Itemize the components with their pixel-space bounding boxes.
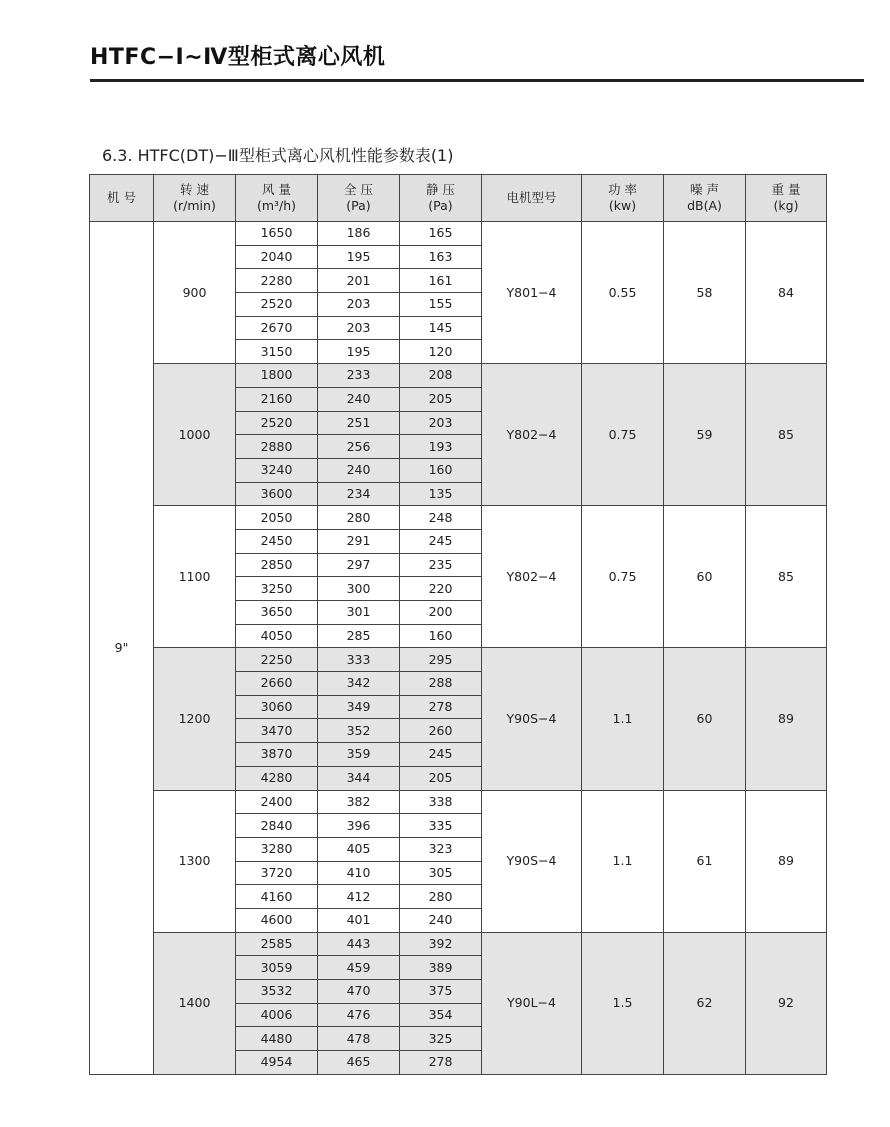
speed-cell: 1300: [154, 790, 236, 932]
static-pressure-cell: 335: [400, 814, 482, 838]
total-pressure-cell: 410: [318, 861, 400, 885]
table-row: [90, 932, 827, 956]
total-pressure-cell: 359: [318, 743, 400, 767]
total-pressure-cell: 344: [318, 766, 400, 790]
total-pressure-cell: 291: [318, 529, 400, 553]
static-pressure-cell: 208: [400, 364, 482, 388]
airflow-cell: 2160: [236, 387, 318, 411]
static-pressure-cell: 161: [400, 269, 482, 293]
static-pressure-cell: 305: [400, 861, 482, 885]
noise-cell: 58: [664, 222, 746, 364]
static-pressure-cell: 145: [400, 316, 482, 340]
airflow-cell: 3060: [236, 695, 318, 719]
static-pressure-cell: 392: [400, 932, 482, 956]
total-pressure-cell: 186: [318, 222, 400, 246]
static-pressure-cell: 295: [400, 648, 482, 672]
table-header-row: [90, 175, 827, 222]
noise-cell: 60: [664, 506, 746, 648]
total-pressure-cell: 405: [318, 837, 400, 861]
weight-cell: 85: [746, 364, 827, 506]
motor-model-cell: Y801−4: [482, 222, 582, 364]
static-pressure-cell: 354: [400, 1003, 482, 1027]
speed-cell: 1200: [154, 648, 236, 790]
col-noise: 噪 声 dB(A): [664, 175, 746, 222]
col-airflow: 风 量 (m³/h): [236, 175, 318, 222]
static-pressure-cell: 248: [400, 506, 482, 530]
header-rule: [90, 79, 864, 82]
airflow-cell: 4050: [236, 624, 318, 648]
static-pressure-cell: 245: [400, 743, 482, 767]
power-cell: 0.75: [582, 364, 664, 506]
weight-cell: 85: [746, 506, 827, 648]
static-pressure-cell: 338: [400, 790, 482, 814]
static-pressure-cell: 200: [400, 601, 482, 625]
col-power: 功 率 (kw): [582, 175, 664, 222]
total-pressure-cell: 240: [318, 458, 400, 482]
speed-cell: 1000: [154, 364, 236, 506]
table-row: [90, 222, 827, 246]
weight-cell: 89: [746, 648, 827, 790]
total-pressure-cell: 349: [318, 695, 400, 719]
table-row: [90, 790, 827, 814]
static-pressure-cell: 205: [400, 387, 482, 411]
noise-cell: 61: [664, 790, 746, 932]
airflow-cell: 2660: [236, 672, 318, 696]
static-pressure-cell: 165: [400, 222, 482, 246]
airflow-cell: 4006: [236, 1003, 318, 1027]
static-pressure-cell: 280: [400, 885, 482, 909]
col-static-pressure: 静 压 (Pa): [400, 175, 482, 222]
power-cell: 0.75: [582, 506, 664, 648]
total-pressure-cell: 256: [318, 435, 400, 459]
motor-model-cell: Y90S−4: [482, 790, 582, 932]
static-pressure-cell: 260: [400, 719, 482, 743]
total-pressure-cell: 203: [318, 293, 400, 317]
col-weight: 重 量 (kg): [746, 175, 827, 222]
airflow-cell: 2280: [236, 269, 318, 293]
total-pressure-cell: 301: [318, 601, 400, 625]
airflow-cell: 4160: [236, 885, 318, 909]
motor-model-cell: Y802−4: [482, 506, 582, 648]
motor-model-cell: Y802−4: [482, 364, 582, 506]
airflow-cell: 2520: [236, 293, 318, 317]
total-pressure-cell: 251: [318, 411, 400, 435]
airflow-cell: 2040: [236, 245, 318, 269]
static-pressure-cell: 389: [400, 956, 482, 980]
power-cell: 1.5: [582, 932, 664, 1074]
airflow-cell: 2050: [236, 506, 318, 530]
total-pressure-cell: 285: [318, 624, 400, 648]
static-pressure-cell: 323: [400, 837, 482, 861]
static-pressure-cell: 278: [400, 695, 482, 719]
total-pressure-cell: 195: [318, 245, 400, 269]
page-header-title: HTFC−Ⅰ~Ⅳ型柜式离心风机: [90, 45, 386, 70]
static-pressure-cell: 288: [400, 672, 482, 696]
static-pressure-cell: 160: [400, 458, 482, 482]
airflow-cell: 1800: [236, 364, 318, 388]
total-pressure-cell: 240: [318, 387, 400, 411]
airflow-cell: 2520: [236, 411, 318, 435]
col-speed: 转 速 (r/min): [154, 175, 236, 222]
total-pressure-cell: 233: [318, 364, 400, 388]
total-pressure-cell: 280: [318, 506, 400, 530]
total-pressure-cell: 465: [318, 1051, 400, 1075]
airflow-cell: 2250: [236, 648, 318, 672]
speed-cell: 900: [154, 222, 236, 364]
airflow-cell: 3650: [236, 601, 318, 625]
total-pressure-cell: 443: [318, 932, 400, 956]
noise-cell: 62: [664, 932, 746, 1074]
power-cell: 0.55: [582, 222, 664, 364]
static-pressure-cell: 245: [400, 529, 482, 553]
machine-no-cell: 9": [90, 222, 154, 1075]
airflow-cell: 2880: [236, 435, 318, 459]
power-cell: 1.1: [582, 790, 664, 932]
airflow-cell: 4600: [236, 908, 318, 932]
total-pressure-cell: 459: [318, 956, 400, 980]
performance-table: [89, 174, 827, 1075]
total-pressure-cell: 195: [318, 340, 400, 364]
static-pressure-cell: 325: [400, 1027, 482, 1051]
static-pressure-cell: 205: [400, 766, 482, 790]
airflow-cell: 3240: [236, 458, 318, 482]
static-pressure-cell: 163: [400, 245, 482, 269]
static-pressure-cell: 135: [400, 482, 482, 506]
total-pressure-cell: 470: [318, 980, 400, 1004]
total-pressure-cell: 396: [318, 814, 400, 838]
total-pressure-cell: 297: [318, 553, 400, 577]
power-cell: 1.1: [582, 648, 664, 790]
airflow-cell: 3870: [236, 743, 318, 767]
col-total-pressure: 全 压 (Pa): [318, 175, 400, 222]
motor-model-cell: Y90S−4: [482, 648, 582, 790]
airflow-cell: 2670: [236, 316, 318, 340]
static-pressure-cell: 160: [400, 624, 482, 648]
static-pressure-cell: 278: [400, 1051, 482, 1075]
total-pressure-cell: 412: [318, 885, 400, 909]
motor-model-cell: Y90L−4: [482, 932, 582, 1074]
airflow-cell: 3059: [236, 956, 318, 980]
airflow-cell: 4480: [236, 1027, 318, 1051]
total-pressure-cell: 478: [318, 1027, 400, 1051]
speed-cell: 1100: [154, 506, 236, 648]
airflow-cell: 4954: [236, 1051, 318, 1075]
weight-cell: 92: [746, 932, 827, 1074]
airflow-cell: 3280: [236, 837, 318, 861]
table-title: 6.3. HTFC(DT)−Ⅲ型柜式离心风机性能参数表(1): [102, 146, 454, 165]
airflow-cell: 3150: [236, 340, 318, 364]
total-pressure-cell: 201: [318, 269, 400, 293]
static-pressure-cell: 203: [400, 411, 482, 435]
total-pressure-cell: 234: [318, 482, 400, 506]
noise-cell: 60: [664, 648, 746, 790]
static-pressure-cell: 220: [400, 577, 482, 601]
weight-cell: 84: [746, 222, 827, 364]
airflow-cell: 3720: [236, 861, 318, 885]
static-pressure-cell: 193: [400, 435, 482, 459]
total-pressure-cell: 342: [318, 672, 400, 696]
total-pressure-cell: 352: [318, 719, 400, 743]
noise-cell: 59: [664, 364, 746, 506]
airflow-cell: 2840: [236, 814, 318, 838]
speed-cell: 1400: [154, 932, 236, 1074]
total-pressure-cell: 401: [318, 908, 400, 932]
airflow-cell: 3470: [236, 719, 318, 743]
total-pressure-cell: 300: [318, 577, 400, 601]
total-pressure-cell: 476: [318, 1003, 400, 1027]
table-row: [90, 364, 827, 388]
static-pressure-cell: 120: [400, 340, 482, 364]
total-pressure-cell: 382: [318, 790, 400, 814]
table-row: [90, 648, 827, 672]
static-pressure-cell: 155: [400, 293, 482, 317]
col-machine-no: 机 号: [90, 175, 154, 222]
airflow-cell: 2450: [236, 529, 318, 553]
airflow-cell: 3532: [236, 980, 318, 1004]
airflow-cell: 4280: [236, 766, 318, 790]
airflow-cell: 3250: [236, 577, 318, 601]
airflow-cell: 3600: [236, 482, 318, 506]
airflow-cell: 1650: [236, 222, 318, 246]
total-pressure-cell: 203: [318, 316, 400, 340]
static-pressure-cell: 235: [400, 553, 482, 577]
table-row: [90, 506, 827, 530]
airflow-cell: 2850: [236, 553, 318, 577]
airflow-cell: 2585: [236, 932, 318, 956]
col-motor-model: 电机型号: [482, 175, 582, 222]
weight-cell: 89: [746, 790, 827, 932]
total-pressure-cell: 333: [318, 648, 400, 672]
static-pressure-cell: 240: [400, 908, 482, 932]
static-pressure-cell: 375: [400, 980, 482, 1004]
airflow-cell: 2400: [236, 790, 318, 814]
